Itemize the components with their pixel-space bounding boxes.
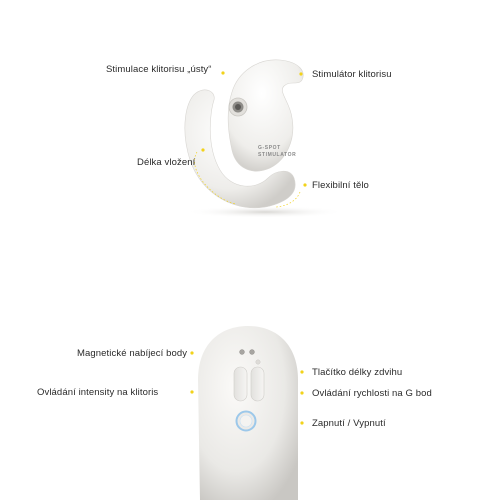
callout-charging: Magnetické nabíjecí body <box>77 348 188 359</box>
stroke-button[interactable] <box>256 360 260 364</box>
marker-stroke <box>300 370 303 373</box>
marker-charging <box>190 351 193 354</box>
speed-button[interactable] <box>251 367 264 401</box>
marker-intensity <box>190 390 193 393</box>
device-label-line2: STIMULATOR <box>258 152 297 158</box>
callout-flexible: Flexibilní tělo <box>312 180 369 191</box>
callout-power: Zapnutí / Vypnutí <box>312 418 386 429</box>
marker-speed <box>300 391 303 394</box>
callout-suction: Stimulace klitorisu „ústy“ <box>106 64 212 75</box>
marker-power <box>300 421 303 424</box>
device-label-line1: G-SPOT <box>258 145 281 151</box>
callout-intensity: Ovládání intensity na klitoris <box>37 387 159 398</box>
intensity-button[interactable] <box>234 367 247 401</box>
callout-stroke: Tlačítko délky zdvihu <box>312 367 403 378</box>
callout-speed: Ovládání rychlosti na G bod <box>312 388 432 399</box>
callout-length: Délka vložení <box>137 157 196 168</box>
power-button[interactable] <box>237 412 256 431</box>
callout-clitoral: Stimulátor klitorisu <box>312 69 392 80</box>
